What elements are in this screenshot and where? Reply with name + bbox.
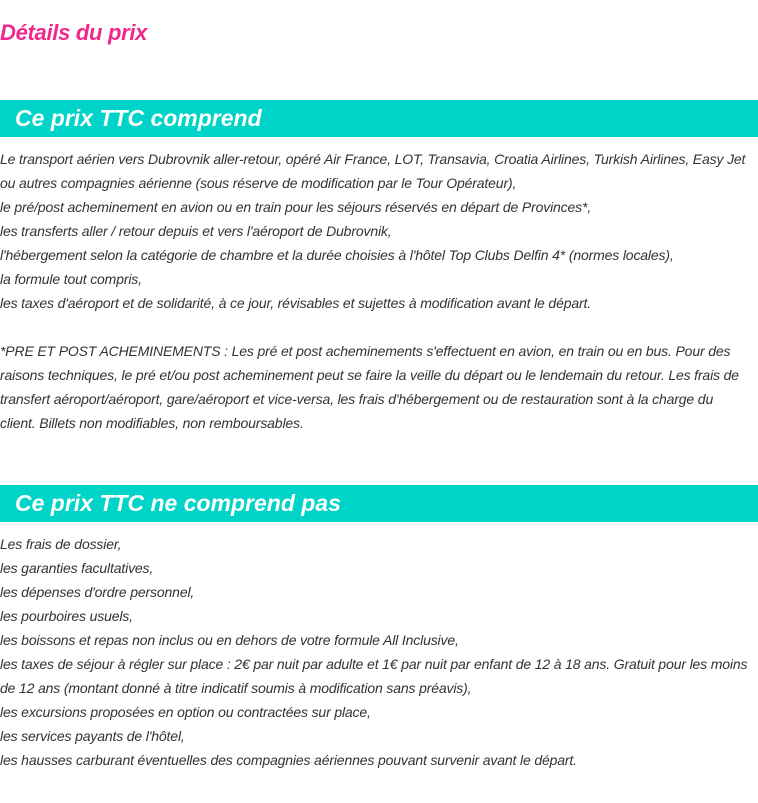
list-item: la formule tout compris, [0, 271, 142, 287]
page-title: Détails du prix [0, 20, 148, 45]
list-item: l'hébergement selon la catégorie de chambre et la durée choisies à l'hôtel Top Clubs Delfin 4* (normes locales), [0, 247, 674, 263]
excludes-heading: Ce prix TTC ne comprend pas [0, 485, 758, 522]
transport-note: *PRE ET POST ACHEMINEMENTS : Les pré et post acheminements s'effectuent en avion, en train ou en bus. Pour des raisons techniques, le pré et/ou post acheminement peut se faire la veille du départ ou le lendemain du retour. Les frais de transfert aéroport/aéroport, gare/aéroport et vice-versa, les frais d'hébergement ou de restauration sont à la charge du client. Billets non modifiables, non remboursables. [0, 343, 739, 431]
list-item: les garanties facultatives, [0, 560, 154, 576]
list-item: les hausses carburant éventuelles des compagnies aériennes pouvant survenir avant le départ. [0, 752, 577, 768]
list-item: les transferts aller / retour depuis et vers l'aéroport de Dubrovnik, [0, 223, 392, 239]
list-item: les pourboires usuels, [0, 608, 133, 624]
list-item: les taxes d'aéroport et de solidarité, à ce jour, révisables et sujettes à modification avant le départ. [0, 295, 591, 311]
includes-heading: Ce prix TTC comprend [0, 100, 758, 137]
list-item: Les frais de dossier, [0, 536, 122, 552]
list-item: les boissons et repas non inclus ou en dehors de votre formule All Inclusive, [0, 632, 459, 648]
list-item: le pré/post acheminement en avion ou en train pour les séjours réservés en départ de Provinces*, [0, 199, 592, 215]
excludes-list [0, 532, 758, 772]
includes-list [0, 147, 758, 315]
list-item: les dépenses d'ordre personnel, [0, 584, 195, 600]
list-item: Le transport aérien vers Dubrovnik aller-retour, opéré Air France, LOT, Transavia, Croatia Airlines, Turkish Airlines, Easy Jet ou autres compagnies aérienne (sous réserve de modification par le Tour Opérateur), [0, 151, 746, 191]
list-item: les taxes de séjour à régler sur place : 2€ par nuit par adulte et 1€ par nuit par enfant de 12 à 18 ans. Gratuit pour les moins de 12 ans (montant donné à titre indicatif soumis à modification sans préavis), [0, 656, 748, 696]
list-item: les excursions proposées en option ou contractées sur place, [0, 704, 371, 720]
list-item: les services payants de l'hôtel, [0, 728, 185, 744]
